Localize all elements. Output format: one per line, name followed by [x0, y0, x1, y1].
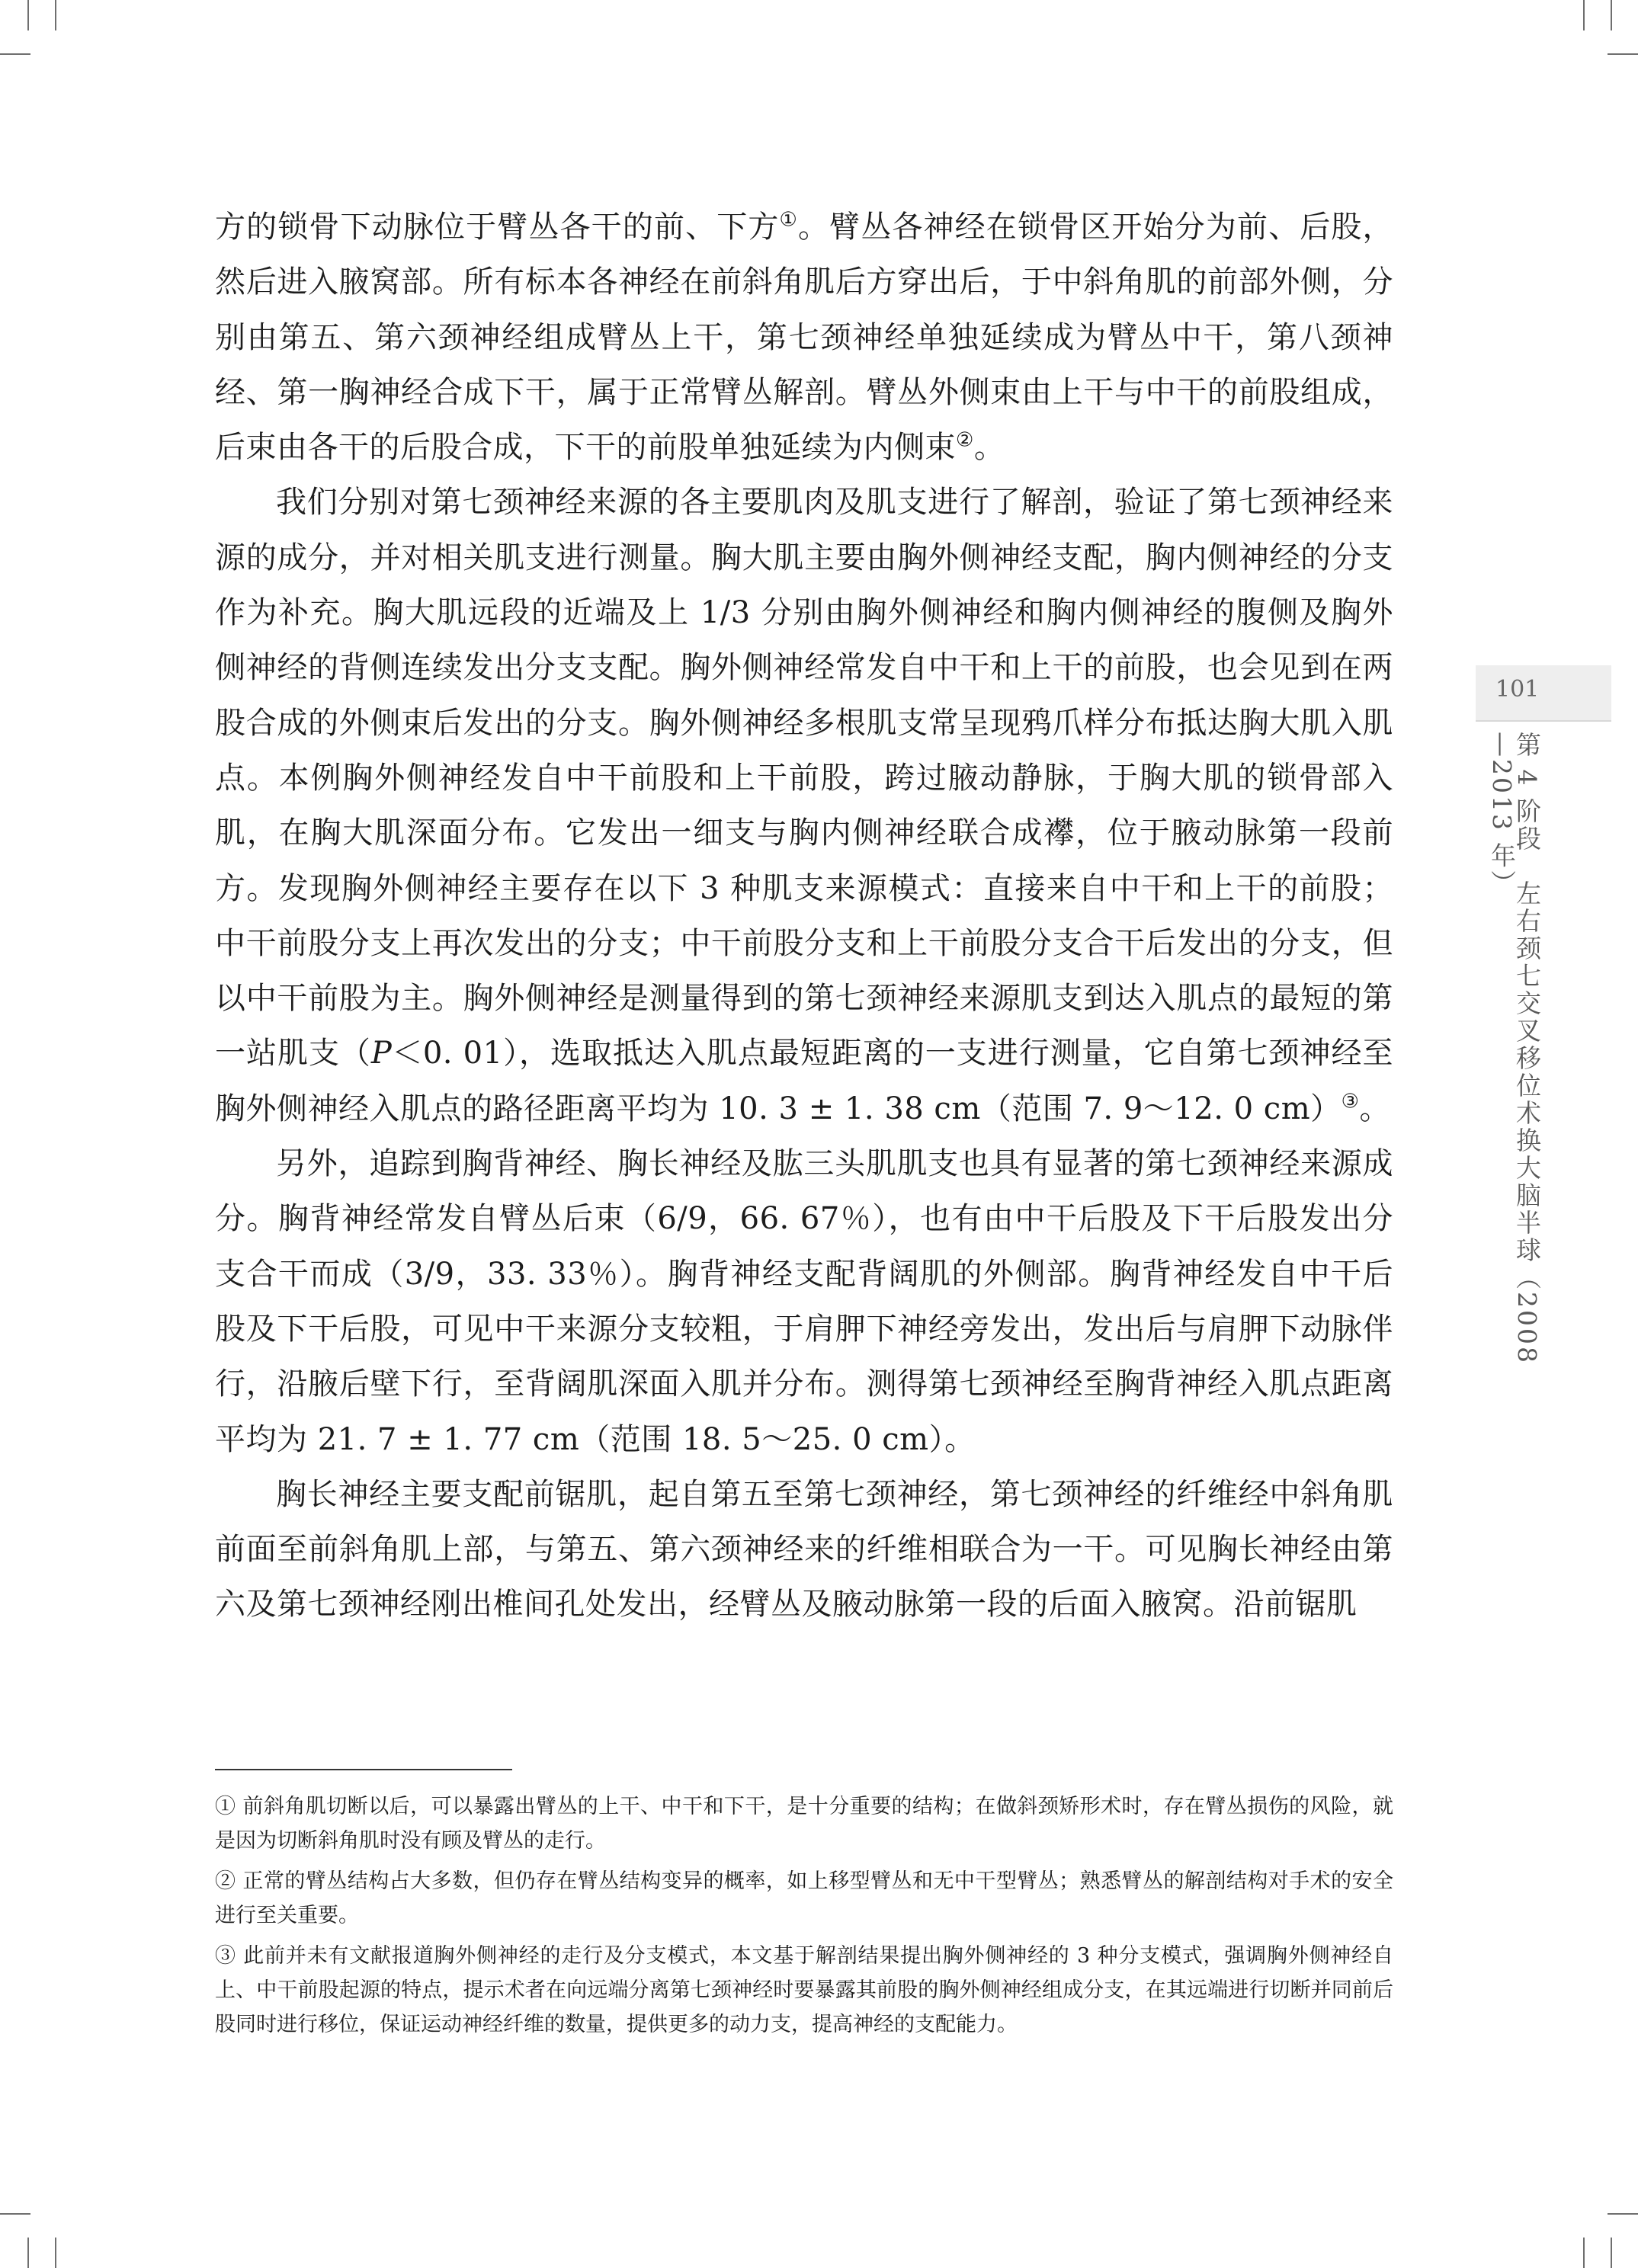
- footnote-marker: ②: [956, 428, 974, 452]
- text-run: 另外，追踪到胸背神经、胸长神经及肱三头肌肌支也具有显著的第七颈神经来源成分。胸背神经常发自臂丛后束（6/9，66. 67％），也有由中干后股及下干后股发出分支合干而成（3/9，33. 33％）。胸背神经支配背阔肌的外侧部。胸背神经发自中干后股及下干后股，可见中干来源分支较粗，于肩胛下神经旁发出，发出后与肩胛下动脉伴行，沿腋后壁下行，至背阔肌深面入肌并分布。测得第七颈神经至胸背神经入肌点距离平均为 21. 7 ± 1. 77 cm（范围 18. 5～25. 0 cm）。: [215, 1146, 1393, 1457]
- footnote-rule: [215, 1769, 512, 1770]
- body-text: [215, 200, 1393, 1632]
- running-head-part: 第 4 阶段: [1512, 732, 1542, 853]
- footnote: ① 前斜角肌切断以后，可以暴露出臂丛的上干、中干和下干，是十分重要的结构；在做斜颈矫形术时，存在臂丛损伤的风险，就是因为切断斜角肌时没有顾及臂丛的走行。: [215, 1795, 1393, 1853]
- crop-mark: [27, 0, 29, 30]
- crop-mark: [1608, 2213, 1638, 2215]
- crop-mark: [1611, 2238, 1612, 2268]
- text-run: 。臂丛各神经在锁骨区开始分为前、后股，然后进入腋窝部。所有标本各神经在前斜角肌后方穿出后，于中斜角肌的前部外侧，分别由第五、第六颈神经组成臂丛上干，第七颈神经单独延续成为臂丛中干，第八颈神经、第一胸神经合成下干，属于正常臂丛解剖。臂丛外侧束由上干与中干的前股组成，后束由各干的后股合成，下干的前股单独延续为内侧束: [215, 210, 1394, 466]
- text-run: 方的锁骨下动脉位于臂丛各干的前、下方: [215, 210, 780, 245]
- body-paragraph: [215, 1467, 1393, 1632]
- running-head-title: 左右颈七交叉移位术换大脑半球（2008—2013 年）: [1487, 732, 1542, 1365]
- crop-mark: [0, 53, 30, 55]
- text-run: 。: [973, 430, 1005, 466]
- page-number-tab: [1476, 665, 1611, 722]
- crop-mark: [0, 2213, 30, 2215]
- body-paragraph: [215, 475, 1393, 1136]
- body-paragraph: [215, 1136, 1393, 1467]
- text-run: 。: [1359, 1091, 1390, 1126]
- text-run: 我们分别对第七颈神经来源的各主要肌肉及肌支进行了解剖，验证了第七颈神经来源的成分，并对相关肌支进行测量。胸大肌主要由胸外侧神经支配，胸内侧神经的分支作为补充。胸大肌远段的近端及上 1/3 分别由胸外侧神经和胸内侧神经的腹侧及胸外侧神经的背侧连续发出分支支配。胸外侧神经常发自中干和上干的前股，也会见到在两股合成的外侧束后发出的分支。胸外侧神经多根肌支常呈现鸦爪样分布抵达胸大肌入肌点。本例胸外侧神经发自中干前股和上干前股，跨过腋动静脉，于胸大肌的锁骨部入肌，在胸大肌深面分布。它发出一细支与胸内侧神经联合成襻，位于腋动脉第一段前方。发现胸外侧神经主要存在以下 3 种肌支来源模式：直接来自中干和上干的前股；中干前股分支上再次发出的分支；中干前股分支和上干前股分支合干后发出的分支，但以中干前股为主。胸外侧神经是测量得到的第七颈神经来源肌支到达入肌点的最短的第一站肌支（: [215, 485, 1393, 1072]
- crop-mark: [27, 2238, 29, 2268]
- footnotes: [215, 1789, 1393, 2048]
- running-head: [1487, 732, 1542, 1387]
- page-number: 101: [1495, 676, 1540, 703]
- text-run: ＜0. 01），选取抵达入肌点最短距离的一支进行测量，它自第七颈神经至胸外侧神经入肌点的路径距离平均为 10. 3 ± 1. 38 cm（范围 7. 9～12. 0 cm）: [215, 1036, 1394, 1126]
- crop-mark: [55, 0, 56, 30]
- footnote-marker: ③: [1341, 1090, 1360, 1113]
- footnote: ② 正常的臂丛结构占大多数，但仍存在臂丛结构变异的概率，如上移型臂丛和无中干型臂丛；熟悉臂丛的解剖结构对手术的安全进行至关重要。: [215, 1869, 1393, 1927]
- crop-mark: [1608, 53, 1638, 55]
- italic-text: P: [370, 1036, 393, 1072]
- crop-mark: [55, 2238, 56, 2268]
- crop-mark: [1583, 2238, 1585, 2268]
- footnote-marker: ①: [779, 208, 798, 232]
- crop-mark: [1611, 0, 1612, 30]
- footnote: ③ 此前并未有文献报道胸外侧神经的走行及分支模式，本文基于解剖结果提出胸外侧神经的 3 种分支模式，强调胸外侧神经自上、中干前股起源的特点，提示术者在向远端分离第七颈神经时要暴露其前股的胸外侧神经组成分支，在其远端进行切断并同前后股同时进行移位，保证运动神经纤维的数量，提供更多的动力支，提高神经的支配能力。: [215, 1944, 1393, 2036]
- crop-mark: [1583, 0, 1585, 30]
- body-paragraph: [215, 200, 1393, 475]
- text-run: 胸长神经主要支配前锯肌，起自第五至第七颈神经，第七颈神经的纤维经中斜角肌前面至前斜角肌上部，与第五、第六颈神经来的纤维相联合为一干。可见胸长神经由第六及第七颈神经刚出椎间孔处发出，经臂丛及腋动脉第一段的后面入腋窝。沿前锯肌: [215, 1476, 1393, 1623]
